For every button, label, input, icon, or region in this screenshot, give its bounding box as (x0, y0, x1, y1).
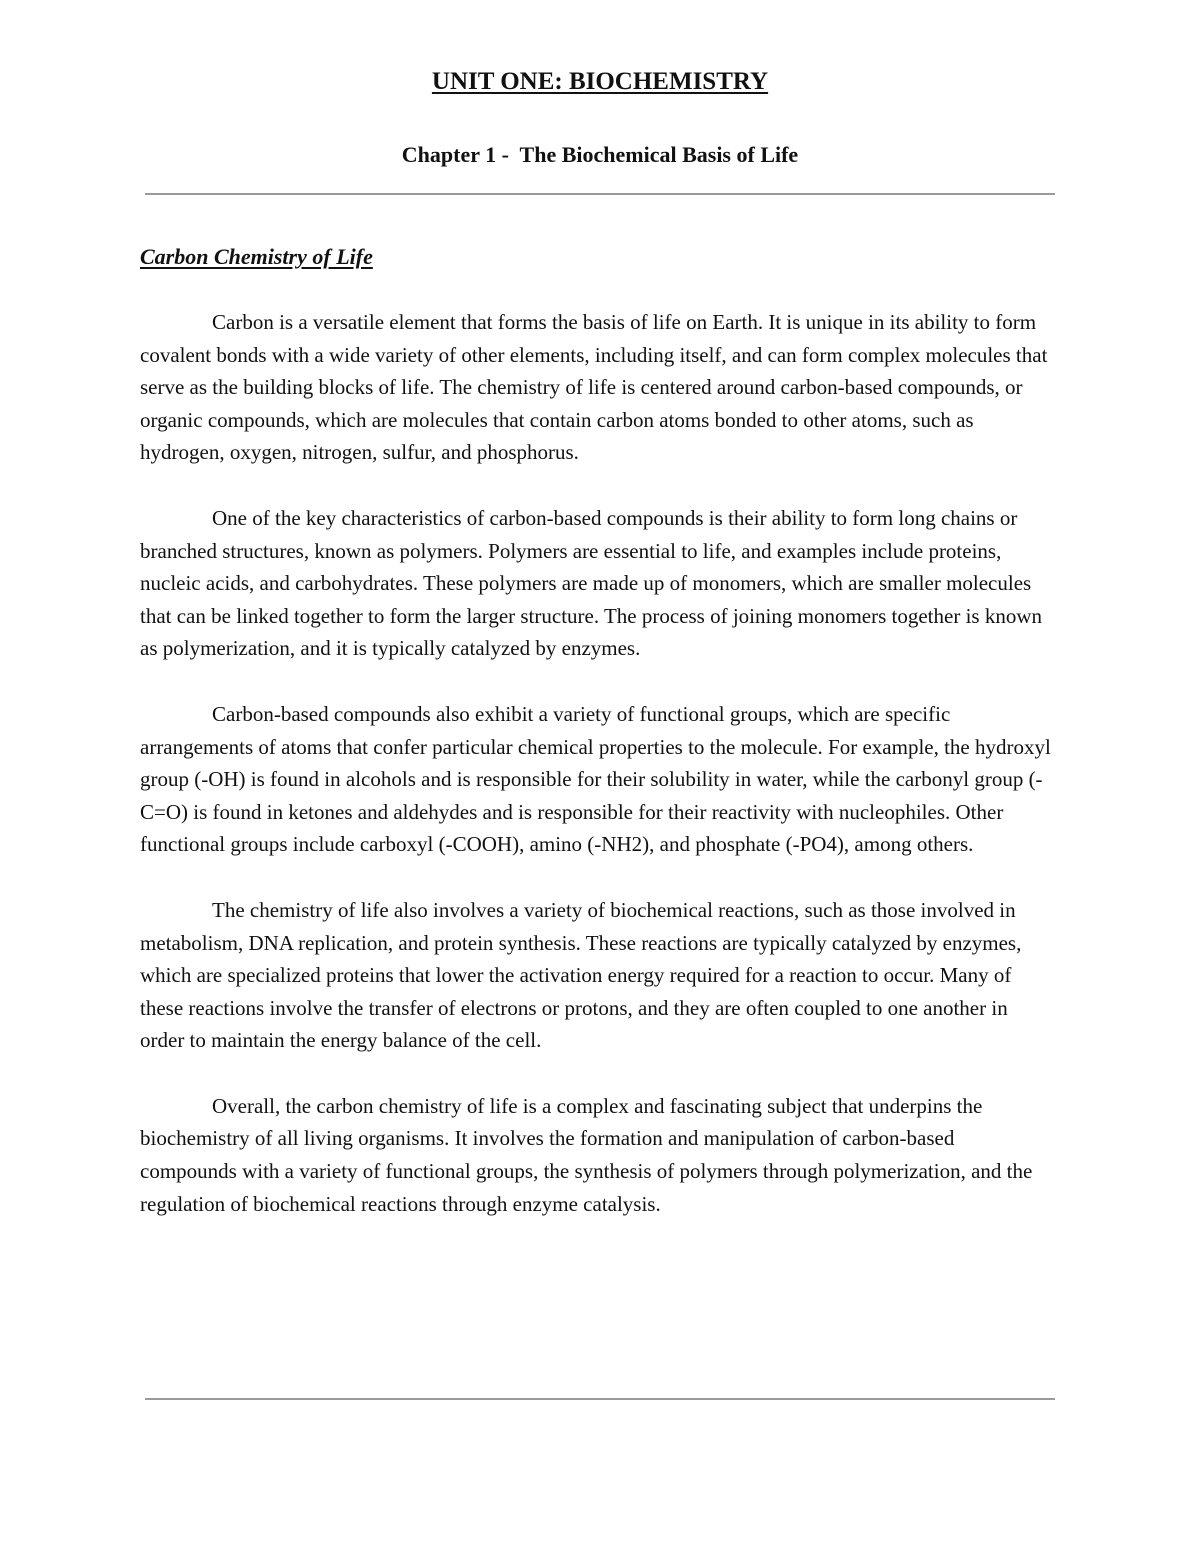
paragraph-2: One of the key characteristics of carbon-based compounds is their ability to form long chains or branched structures, known as polymers. Polymers are essential to life, and examples include proteins, nucleic acids, and carbohydrates. These polymers are made up of monomers, which are smaller molecules that can be linked together to form the larger structure. The process of joining monomers together is known as polymerization, and it is typically catalyzed by enzymes. (140, 505, 1042, 661)
body-text (140, 306, 1052, 1253)
bottom-divider (145, 1398, 1055, 1400)
paragraph-5: Overall, the carbon chemistry of life is a complex and fascinating subject that underpins the biochemistry of all living organisms. It involves the formation and manipulation of carbon-based compounds with a variety of functional groups, the synthesis of polymers through polymerization, and the regulation of biochemical reactions through enzyme catalysis. (140, 1093, 1033, 1216)
unit-title: UNIT ONE: BIOCHEMISTRY (431, 68, 769, 95)
paragraph-3: Carbon-based compounds also exhibit a variety of functional groups, which are specific arrangements of atoms that confer particular chemical properties to the molecule. For example, the hydroxyl group (-OH) is found in alcohols and is responsible for their solubility in water, while the carbonyl group (-C=O) is found in ketones and aldehydes and is responsible for their reactivity with nucleophiles. Other functional groups include carboxyl (-COOH), amino (-NH2), and phosphate (-PO4), among others. (140, 701, 1051, 857)
section-heading: Carbon Chemistry of Life (140, 244, 373, 269)
top-divider (145, 193, 1055, 195)
paragraph-4: The chemistry of life also involves a variety of biochemical reactions, such as those involved in metabolism, DNA replication, and protein synthesis. These reactions are typically catalyzed by enzymes, which are specialized proteins that lower the activation energy required for a reaction to occur. Many of these reactions involve the transfer of electrons or protons, and they are often coupled to one another in order to maintain the energy balance of the cell. (140, 897, 1022, 1053)
paragraph-1: Carbon is a versatile element that forms the basis of life on Earth. It is unique in its ability to form covalent bonds with a wide variety of other elements, including itself, and can form complex molecules that serve as the building blocks of life. The chemistry of life is centered around carbon-based compounds, or organic compounds, which are molecules that contain carbon atoms bonded to other atoms, such as hydrogen, oxygen, nitrogen, sulfur, and phosphorus. (140, 310, 1048, 465)
chapter-title: Chapter 1 - The Biochemical Basis of Life (401, 142, 799, 167)
